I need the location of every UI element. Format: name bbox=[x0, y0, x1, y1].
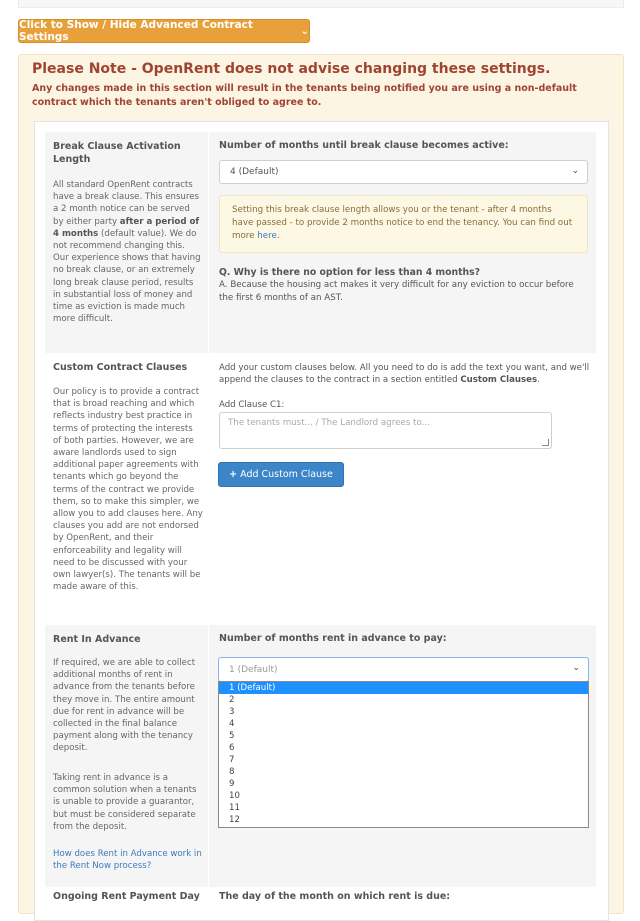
custom-clauses-intro: Add your custom clauses below. All you need to do is add the text you want, and we'll append the clauses to the contract in a section entitled Custom Clauses. bbox=[219, 363, 590, 386]
rent-advance-heading: Rent In Advance bbox=[53, 634, 141, 645]
dropdown-option[interactable]: 3 bbox=[229, 707, 235, 717]
rent-advance-selected-value: 1 (Default) bbox=[229, 664, 278, 675]
notice-title: Please Note - OpenRent does not advise changing these settings. bbox=[32, 61, 551, 77]
dropdown-option[interactable]: 9 bbox=[229, 779, 235, 789]
dropdown-option[interactable]: 5 bbox=[229, 731, 235, 741]
break-clause-info-link[interactable]: here bbox=[257, 231, 277, 241]
dropdown-option[interactable]: 2 bbox=[229, 695, 235, 705]
clause-c1-textarea[interactable] bbox=[219, 412, 552, 449]
chevron-down-icon: ⌄ bbox=[571, 166, 579, 176]
break-clause-heading: Break Clause Activation Length bbox=[53, 141, 181, 165]
break-clause-field-label: Number of months until break clause becomes active: bbox=[219, 140, 509, 151]
rent-advance-select[interactable] bbox=[218, 657, 589, 682]
break-clause-info-box: Setting this break clause length allows you or the tenant - after 4 months have passed - to provide 2 months notice to end the tenancy. You can find out more here. bbox=[219, 195, 588, 253]
rent-advance-dropdown-list bbox=[218, 681, 589, 828]
rent-advance-field-label: Number of months rent in advance to pay: bbox=[219, 633, 447, 644]
clause-c1-placeholder: The tenants must... / The Landlord agrees to... bbox=[228, 418, 430, 428]
rent-advance-help-link[interactable]: How does Rent in Advance work in the Rent Now process? bbox=[53, 849, 202, 872]
add-custom-clause-button[interactable] bbox=[218, 462, 344, 487]
rent-advance-description-1: If required, we are able to collect additional months of rent in advance from the tenants before they move in. The entire amount due for rent in advance will be collected in the final balance payment along with the tenancy deposit. bbox=[53, 658, 196, 754]
previous-section-strip bbox=[18, 0, 624, 8]
custom-clauses-description: Our policy is to provide a contract that is broad reaching and which reflects industry best practice in terms of protecting the interests of both parties. However, we are aware landlords used to sign additional paper agreements with tenants which go beyond the terms of the contract we provide them, so to make this simpler, we allow you to add clauses here. Any clauses you add are not endorsed by OpenRent, and their enforceability and legality will need to be discussed with your own lawyer(s). The tenants will be made aware of this. bbox=[53, 387, 203, 593]
resize-handle-icon[interactable] bbox=[542, 439, 549, 446]
break-clause-question: Q. Why is there no option for less than 4 months? bbox=[219, 267, 481, 278]
chevron-down-icon: ⌄ bbox=[572, 663, 580, 673]
chevron-down-icon: ⌄ bbox=[300, 25, 309, 37]
dropdown-option[interactable]: 7 bbox=[229, 755, 235, 765]
toggle-advanced-settings-button[interactable] bbox=[18, 19, 310, 43]
rent-payment-day-heading: Ongoing Rent Payment Day bbox=[53, 891, 200, 902]
notice-subtitle: Any changes made in this section will result in the tenants being notified you are using a non-default contract which the tenants aren't obliged to agree to. bbox=[32, 83, 577, 108]
dropdown-option[interactable]: 1 (Default) bbox=[219, 682, 588, 694]
break-clause-answer: A. Because the housing act makes it very difficult for any eviction to occur before the first 6 months of an AST. bbox=[219, 280, 574, 303]
break-clause-select[interactable] bbox=[219, 160, 588, 184]
break-clause-description: All standard OpenRent contracts have a break clause. This ensures a 2 month notice can be served by either party after a period of 4 months (default value). We do not recommend changing this. Our experience shows that having no break clause, or an extremely long break clause period, results in substantial loss of money and time as eviction is made much more difficult. bbox=[53, 180, 201, 325]
rent-advance-description-2: Taking rent in advance is a common solution when a tenants is unable to provide a guarantor, but must be considered separate from the deposit. bbox=[53, 773, 197, 832]
break-clause-selected-value: 4 (Default) bbox=[230, 167, 279, 177]
dropdown-option[interactable]: 12 bbox=[229, 815, 240, 825]
dropdown-option[interactable]: 11 bbox=[229, 803, 240, 813]
dropdown-option[interactable]: 6 bbox=[229, 743, 235, 753]
break-clause-faq bbox=[219, 266, 589, 305]
plus-icon: + bbox=[229, 469, 238, 480]
custom-clauses-heading: Custom Contract Clauses bbox=[53, 362, 188, 373]
dropdown-option[interactable]: 8 bbox=[229, 767, 235, 777]
dropdown-option[interactable]: 10 bbox=[229, 791, 240, 801]
clause-c1-label: Add Clause C1: bbox=[219, 400, 285, 410]
toggle-advanced-settings-label: Click to Show / Hide Advanced Contract Settings bbox=[19, 19, 253, 43]
dropdown-option[interactable]: 4 bbox=[229, 719, 235, 729]
add-custom-clause-label: Add Custom Clause bbox=[240, 469, 333, 480]
rent-payment-day-field-label: The day of the month on which rent is due: bbox=[219, 891, 451, 902]
